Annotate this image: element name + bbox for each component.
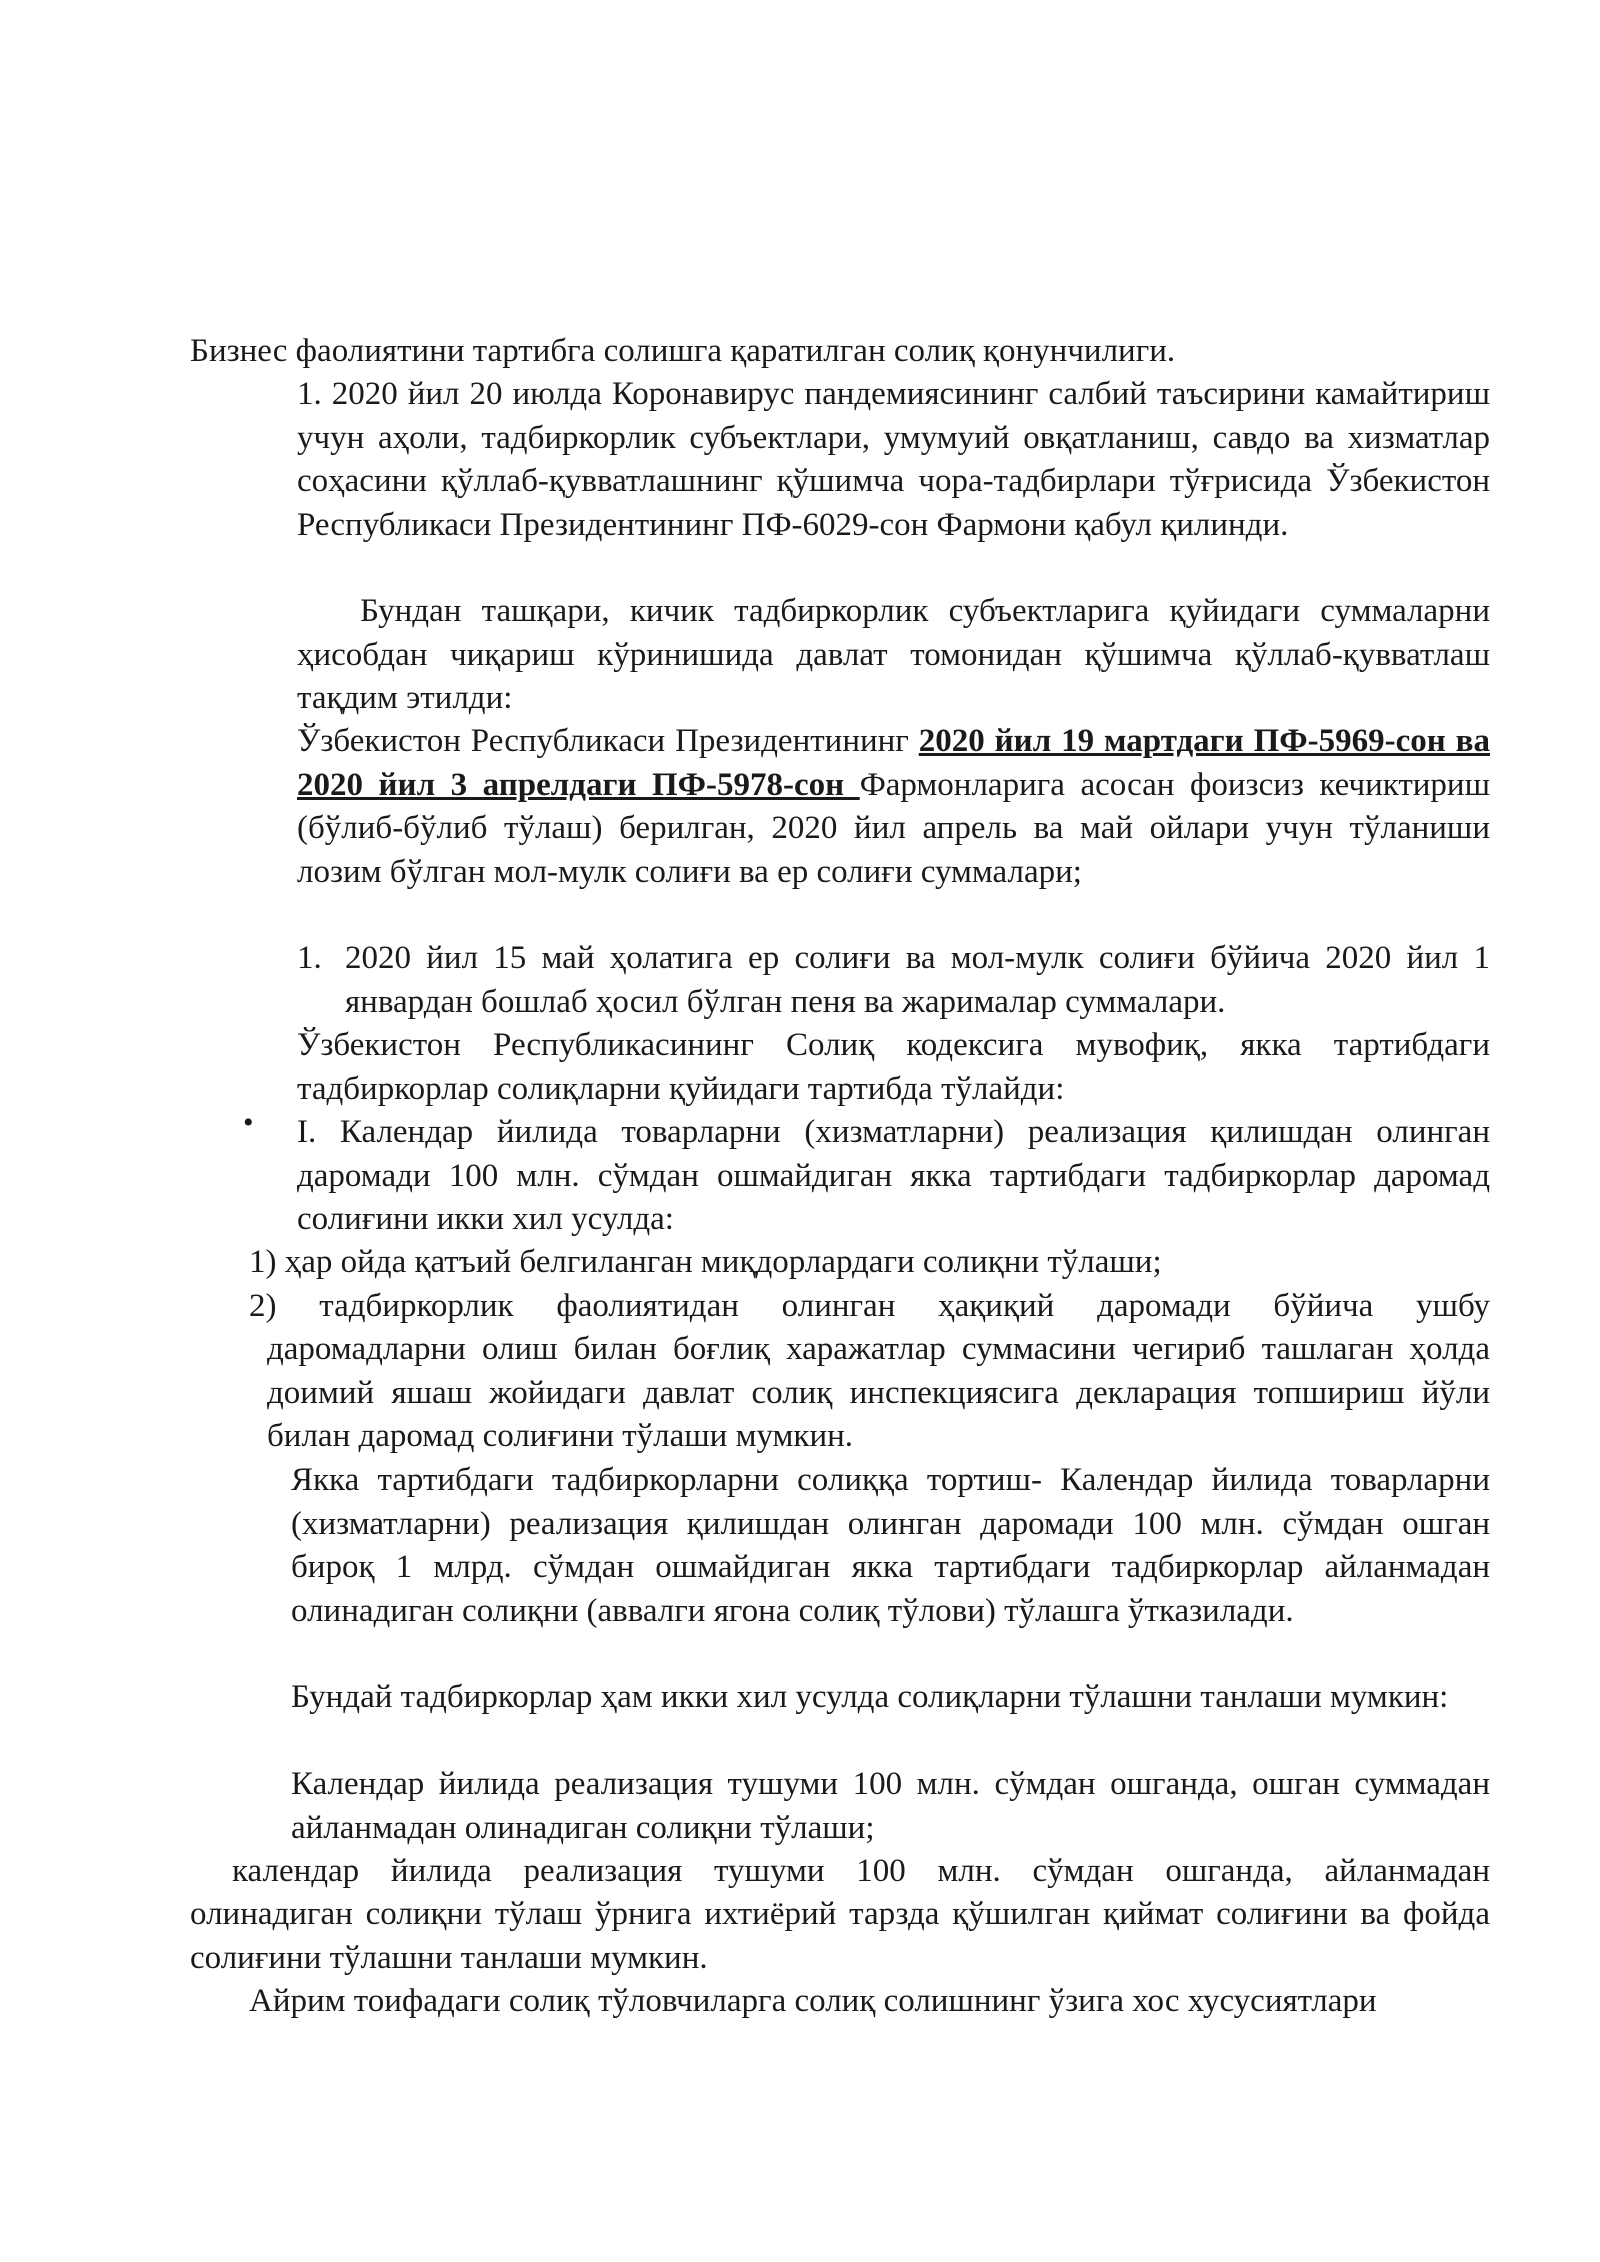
paragraph-penalties: 2020 йил 15 май ҳолатига ер солиғи ва мол-мулк солиғи бўйича 2020 йил 1 январдан бошлаб ҳосил бўлган пеня ва жарималар суммалари. (345, 940, 1490, 1020)
document-title: Бизнес фаолиятини тартибга солишга қаратилган солиқ қонунчилиги. (190, 333, 1176, 369)
paragraph-bullet-income: I. Календар йилида товарларни (хизматларни) реализация қилишдан олинган даромади 100 млн. сўмдан ошмайдиган якка тартибдаги тадбиркорлар даромад солиғини икки хил усулда: (297, 1114, 1490, 1237)
paragraph-turnover-tax: Якка тартибдаги тадбиркорларни солиққа тортиш- Календар йилида товарларни (хизматларни) реализация қилишдан олинган даромади 100 млн. сўмдан ошган бироқ 1 млрд. сўмдан ошмайдиган якка тартибдаги тадбиркорлар айланмадан олинадиган солиқни (аввалги ягона солиқ тўлови) тўлашга ўтказилади. (291, 1462, 1490, 1629)
paragraph-support: Бундан ташқари, кичик тадбиркорлик субъектларига қуйидаги суммаларни ҳисобдан чиқариш кўринишида давлат томонидан қўшимча қўллаб-қувватлаш тақдим этилди: (297, 593, 1490, 716)
paragraph-decrees (297, 720, 1490, 894)
bullet-marker: • (243, 1106, 254, 1139)
option-1: 1) ҳар ойда қатъий белгиланган миқдорлардаги солиқни тўлаши; (249, 1244, 1162, 1280)
paragraph-calendar-option-2-first-line: календар йилида реализация тушуми 100 млн. сўмдан ошганда, айланмадан (232, 1853, 1490, 1889)
paragraph-special-categories: Айрим тоифадаги солиқ тўловчиларга солиқ солишнинг ўзига хос хусусиятлари (249, 1983, 1377, 2019)
paragraph-tax-code: Ўзбекистон Республикасининг Солиқ кодексига мувофиқ, якка тартибдаги тадбиркорлар солиқларни қуйидаги тартибда тўлайди: (297, 1027, 1490, 1107)
option-2-first-line: 2) тадбиркорлик фаолиятидан олинган ҳақиқий даромади бўйича ушбу (249, 1288, 1490, 1324)
paragraph-calendar-option-2-continuation: олинадиган солиқни тўлаш ўрнига ихтиёрий тарзда қўшилган қиймат солиғини ва фойда солиғини тўлашни танлаши мумкин. (190, 1896, 1490, 1976)
decrees-intro-text: Ўзбекистон Республикаси Президентининг (297, 723, 919, 759)
decree-reference-link[interactable]: 2020 йил 19 мартдаги ПФ-5969-сон ва 2020 йил 3 апрелдаги ПФ-5978-сон (297, 723, 1490, 803)
list-number-1: 1. (297, 940, 322, 976)
paragraph-two-methods: Бундай тадбиркорлар ҳам икки хил усулда солиқларни тўлашни танлаши мумкин: (291, 1679, 1449, 1715)
paragraph-calendar-option-1: Календар йилида реализация тушуми 100 млн. сўмдан ошганда, ошган суммадан айланмадан олинадиган солиқни тўлаши; (291, 1766, 1490, 1846)
decrees-body-text: Фармонларига асосан фоизсиз кечиктириш (бўлиб-бўлиб тўлаш) берилган, 2020 йил апрель ва май ойлари учун тўланиши лозим бўлган мол-мулк солиғи ва ер солиғи суммалари; (297, 766, 1490, 890)
paragraph-item-1: 1. 2020 йил 20 июлда Коронавирус пандемиясининг салбий таъсирини камайтириш учун аҳоли, тадбиркорлик субъектлари, умумуий овқатланиш, савдо ва хизматлар соҳасини қўллаб-қувватлашнинг қўшимча чора-тадбирлари тўғрисида Ўзбекистон Республикаси Президентининг ПФ-6029-сон Фармони қабул қилинди. (297, 376, 1490, 543)
option-2-continuation: даромадларни олиш билан боғлиқ харажатлар суммасини чегириб ташлаган ҳолда доимий яшаш жойидаги давлат солиқ инспекциясига декларация топшириш йўли билан даромад солиғини тўлаши мумкин. (267, 1331, 1490, 1454)
